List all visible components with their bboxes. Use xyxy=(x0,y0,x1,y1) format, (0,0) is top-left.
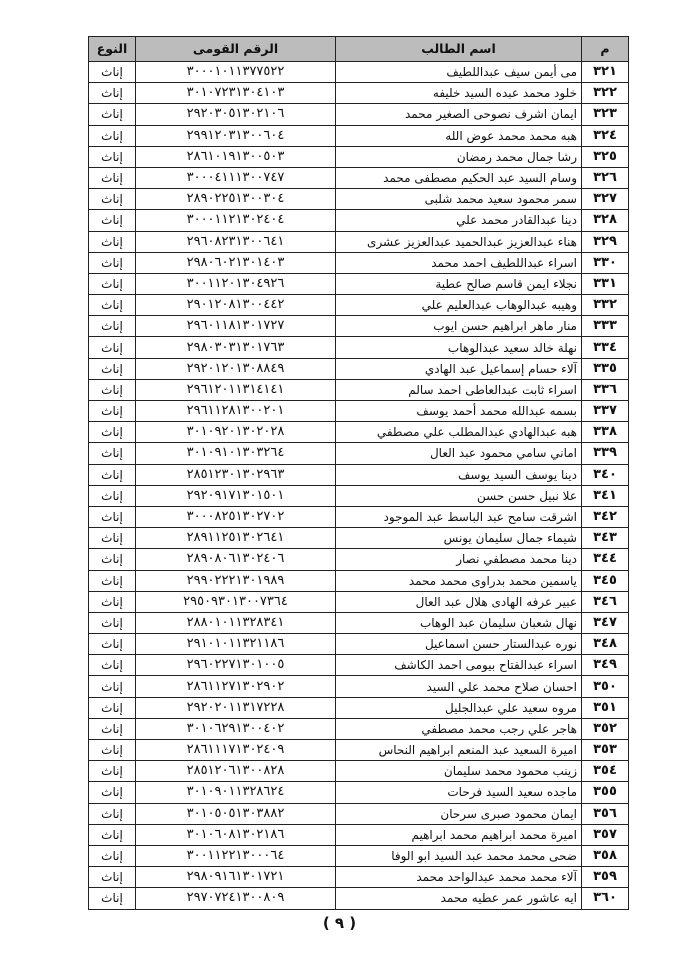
table-row xyxy=(89,189,629,210)
row-number: ٣٢٩ xyxy=(582,231,629,252)
row-number: ٣٥٩ xyxy=(582,867,629,888)
table-row xyxy=(89,401,629,422)
national-id: ٢٨٨٠١٠١١٣٢٨٣٤١ xyxy=(136,612,336,633)
student-type: إناث xyxy=(89,824,136,845)
national-id: ٢٩٦١٢٠١١٣١٤١٤١ xyxy=(136,379,336,400)
row-number: ٣٤٦ xyxy=(582,591,629,612)
student-type: إناث xyxy=(89,62,136,83)
student-name: وهيبه عبدالوهاب عبدالعليم علي xyxy=(336,295,582,316)
student-name: اماني سامي محمود عبد العال xyxy=(336,443,582,464)
table-row xyxy=(89,761,629,782)
table-row xyxy=(89,83,629,104)
table-row xyxy=(89,337,629,358)
national-id: ٢٨٥١٢٠٦١٣٠٠٨٢٨ xyxy=(136,761,336,782)
table-row xyxy=(89,782,629,803)
national-id: ٣٠١٠٥٠٥١٣٠٣٨٨٢ xyxy=(136,803,336,824)
student-type: إناث xyxy=(89,379,136,400)
national-id: ٣٠١٠٩١٠١٣٠٣٢٦٤ xyxy=(136,443,336,464)
national-id: ٣٠٠٠١١٢١٣٠٢٤٠٤ xyxy=(136,210,336,231)
national-id: ٣٠١٠٧٢٣١٣٠٤١٠٣ xyxy=(136,83,336,104)
table-row xyxy=(89,655,629,676)
table-row xyxy=(89,210,629,231)
national-id: ٣٠٠٠٨٢٥١٣٠٢٧٠٢ xyxy=(136,506,336,527)
student-name: زينب محمود محمد سليمان xyxy=(336,761,582,782)
table-row xyxy=(89,740,629,761)
student-type: إناث xyxy=(89,273,136,294)
row-number: ٣٥٦ xyxy=(582,803,629,824)
table-row xyxy=(89,845,629,866)
table-row xyxy=(89,146,629,167)
national-id: ٢٨٩٠٨٠٦١٣٠٢٤٠٦ xyxy=(136,549,336,570)
student-name: عبير عرفه الهادى هلال عبد العال xyxy=(336,591,582,612)
row-number: ٣٣٠ xyxy=(582,252,629,273)
student-type: إناث xyxy=(89,867,136,888)
table-row xyxy=(89,824,629,845)
table-row xyxy=(89,591,629,612)
student-type: إناث xyxy=(89,104,136,125)
national-id: ٢٩٩١٢٠٣١٣٠٠٦٠٤ xyxy=(136,125,336,146)
row-number: ٣٢٤ xyxy=(582,125,629,146)
row-number: ٣٣٢ xyxy=(582,295,629,316)
row-number: ٣٣٩ xyxy=(582,443,629,464)
student-type: إناث xyxy=(89,782,136,803)
student-type: إناث xyxy=(89,506,136,527)
row-number: ٣٥٣ xyxy=(582,740,629,761)
national-id: ٢٩٠١٢٠٨١٣٠٠٤٤٢ xyxy=(136,295,336,316)
national-id: ٢٩٥٠٩٣٠١٣٠٠٧٣٦٤ xyxy=(136,591,336,612)
student-type: إناث xyxy=(89,655,136,676)
national-id: ٢٩٦١١٢٨١٣٠٠٢٠١ xyxy=(136,401,336,422)
national-id: ٣٠١٠٩٠١١٣٢٨٦٢٤ xyxy=(136,782,336,803)
student-type: إناث xyxy=(89,740,136,761)
student-name: مروه سعيد علي عبدالجليل xyxy=(336,697,582,718)
row-number: ٣٤٤ xyxy=(582,549,629,570)
table-row xyxy=(89,803,629,824)
student-name: دينا محمد مصطفي نصار xyxy=(336,549,582,570)
row-number: ٣٢٦ xyxy=(582,167,629,188)
row-number: ٣٤٨ xyxy=(582,634,629,655)
national-id: ٢٨٦١١١٧١٣٠٢٤٠٩ xyxy=(136,740,336,761)
student-type: إناث xyxy=(89,718,136,739)
student-type: إناث xyxy=(89,464,136,485)
student-name: نهال شعبان سليمان عبد الوهاب xyxy=(336,612,582,633)
national-id: ٢٩٢٠٩١٧١٣٠١٥٠١ xyxy=(136,485,336,506)
row-number: ٣٥٠ xyxy=(582,676,629,697)
student-name: اسراء ثابت عبدالعاطى احمد سالم xyxy=(336,379,582,400)
student-name: دينا يوسف السيد يوسف xyxy=(336,464,582,485)
student-name: شيماء جمال سليمان يونس xyxy=(336,528,582,549)
table-row xyxy=(89,104,629,125)
student-name: ايمان اشرف نصوحى الصغير محمد xyxy=(336,104,582,125)
header-num: م xyxy=(582,37,629,62)
table-row xyxy=(89,125,629,146)
student-name: هبه عبدالهادي عبدالمطلب علي مصطفي xyxy=(336,422,582,443)
row-number: ٣٢٢ xyxy=(582,83,629,104)
header-type: النوع xyxy=(89,37,136,62)
student-type: إناث xyxy=(89,146,136,167)
student-type: إناث xyxy=(89,888,136,909)
student-type: إناث xyxy=(89,358,136,379)
table-row xyxy=(89,676,629,697)
row-number: ٣٤٣ xyxy=(582,528,629,549)
student-name: ياسمين محمد بدراوى محمد محمد xyxy=(336,570,582,591)
student-name: ضحى محمد محمد عبد السيد ابو الوفا xyxy=(336,845,582,866)
student-name: اسراء عبداللطيف احمد محمد xyxy=(336,252,582,273)
table-row xyxy=(89,167,629,188)
national-id: ٢٨٦١٠١٩١٣٠٠٥٠٣ xyxy=(136,146,336,167)
header-student-name: اسم الطالب xyxy=(336,37,582,62)
student-name: اميرة السعيد عبد المنعم ابراهيم النحاس xyxy=(336,740,582,761)
table-row xyxy=(89,485,629,506)
row-number: ٣٤٧ xyxy=(582,612,629,633)
national-id: ٣٠١٠٦٢٩١٣٠٠٤٠٢ xyxy=(136,718,336,739)
student-name: وسام السيد عبد الحكيم مصطفى محمد xyxy=(336,167,582,188)
row-number: ٣٤٥ xyxy=(582,570,629,591)
student-name: ماجده سعيد السيد فرحات xyxy=(336,782,582,803)
table-row xyxy=(89,379,629,400)
row-number: ٣٣٦ xyxy=(582,379,629,400)
national-id: ٢٩٨٠٣٠٣١٣٠١٧٦٣ xyxy=(136,337,336,358)
national-id: ٢٩٨٠٩١٦١٣٠١٧٢١ xyxy=(136,867,336,888)
row-number: ٣٤٢ xyxy=(582,506,629,527)
student-name: آلاء حسام إسماعيل عبد الهادي xyxy=(336,358,582,379)
row-number: ٣٣٥ xyxy=(582,358,629,379)
student-name: بسمه عبدالله محمد أحمد يوسف xyxy=(336,401,582,422)
student-type: إناث xyxy=(89,549,136,570)
student-name: هناء عبدالعزيز عبدالحميد عبدالعزيز عشرى xyxy=(336,231,582,252)
student-type: إناث xyxy=(89,83,136,104)
student-name: اشرقت سامح عبد الباسط عبد الموجود xyxy=(336,506,582,527)
student-type: إناث xyxy=(89,803,136,824)
students-table xyxy=(88,36,629,910)
table-header xyxy=(89,37,629,62)
national-id: ٢٩٧٠٧٢٤١٣٠٠٨٠٩ xyxy=(136,888,336,909)
national-id: ٢٩٢٠٣٠٥١٣٠٢١٠٦ xyxy=(136,104,336,125)
student-type: إناث xyxy=(89,761,136,782)
student-type: إناث xyxy=(89,210,136,231)
row-number: ٣٥٤ xyxy=(582,761,629,782)
row-number: ٣٤٠ xyxy=(582,464,629,485)
national-id: ٣٠٠١١٢٠١٣٠٤٩٢٦ xyxy=(136,273,336,294)
national-id: ٢٨٦١١٢٧١٣٠٢٩٠٢ xyxy=(136,676,336,697)
student-name: رشا جمال محمد رمضان xyxy=(336,146,582,167)
row-number: ٣٥١ xyxy=(582,697,629,718)
student-type: إناث xyxy=(89,591,136,612)
row-number: ٣٥٨ xyxy=(582,845,629,866)
student-name: مى أيمن سيف عبداللطيف xyxy=(336,62,582,83)
row-number: ٣٢٧ xyxy=(582,189,629,210)
student-type: إناث xyxy=(89,485,136,506)
national-id: ٣٠٠٠١٠١١٣٧٧٥٢٢ xyxy=(136,62,336,83)
student-type: إناث xyxy=(89,422,136,443)
national-id: ٣٠٠١١٢٢١٣٠٠٠٦٤ xyxy=(136,845,336,866)
table-row xyxy=(89,718,629,739)
student-type: إناث xyxy=(89,612,136,633)
student-type: إناث xyxy=(89,443,136,464)
table-row xyxy=(89,422,629,443)
student-name: نجلاء ايمن قاسم صالح عطية xyxy=(336,273,582,294)
row-number: ٣٦٠ xyxy=(582,888,629,909)
national-id: ٢٩٩٠٢٢٢١٣٠١٩٨٩ xyxy=(136,570,336,591)
header-national-id: الرقم القومى xyxy=(136,37,336,62)
student-name: علا نبيل حسن حسن xyxy=(336,485,582,506)
student-name: سمر محمود سعيد محمد شلبى xyxy=(336,189,582,210)
student-type: إناث xyxy=(89,167,136,188)
student-type: إناث xyxy=(89,189,136,210)
student-type: إناث xyxy=(89,125,136,146)
table-row xyxy=(89,316,629,337)
row-number: ٣٤١ xyxy=(582,485,629,506)
row-number: ٣٣٨ xyxy=(582,422,629,443)
table-body xyxy=(89,62,629,910)
row-number: ٣٥٢ xyxy=(582,718,629,739)
national-id: ٢٨٩٠٢٢٥١٣٠٠٣٠٤ xyxy=(136,189,336,210)
row-number: ٣٢١ xyxy=(582,62,629,83)
national-id: ٣٠٠٠٤١١١٣٠٠٧٤٧ xyxy=(136,167,336,188)
table-row xyxy=(89,464,629,485)
national-id: ٢٩٢٠٢٠١١٣١٧٢٢٨ xyxy=(136,697,336,718)
student-name: ايمان محمود صبرى سرحان xyxy=(336,803,582,824)
table-row xyxy=(89,549,629,570)
row-number: ٣٢٨ xyxy=(582,210,629,231)
row-number: ٣٢٣ xyxy=(582,104,629,125)
table-row xyxy=(89,273,629,294)
table-row xyxy=(89,506,629,527)
table-row xyxy=(89,443,629,464)
national-id: ٣٠١٠٦٠٨١٣٠٢١٨٦ xyxy=(136,824,336,845)
row-number: ٣٤٩ xyxy=(582,655,629,676)
row-number: ٣٣٣ xyxy=(582,316,629,337)
table-row xyxy=(89,62,629,83)
national-id: ٢٩٨٠٦٠٢١٣٠١٤٠٣ xyxy=(136,252,336,273)
student-type: إناث xyxy=(89,676,136,697)
table-row xyxy=(89,252,629,273)
student-name: هاجر علي رجب محمد مصطفي xyxy=(336,718,582,739)
national-id: ٢٨٩١١٢٥١٣٠٢٦٤١ xyxy=(136,528,336,549)
student-type: إناث xyxy=(89,634,136,655)
header-row xyxy=(89,37,629,62)
table-row xyxy=(89,231,629,252)
national-id: ٢٨٥١٢٣٠١٣٠٢٩٦٣ xyxy=(136,464,336,485)
student-list-page xyxy=(88,36,628,910)
student-name: آلاء محمد محمد عبدالواحد محمد xyxy=(336,867,582,888)
student-name: منار ماهر ابراهيم حسن ايوب xyxy=(336,316,582,337)
row-number: ٣٥٧ xyxy=(582,824,629,845)
student-type: إناث xyxy=(89,337,136,358)
table-row xyxy=(89,888,629,909)
student-name: اسراء عبدالفتاح بيومى احمد الكاشف xyxy=(336,655,582,676)
national-id: ٢٩٦٠٨٢٣١٣٠٠٦٤١ xyxy=(136,231,336,252)
national-id: ٢٩١٠١٠١١٣٢١١٨٦ xyxy=(136,634,336,655)
student-type: إناث xyxy=(89,316,136,337)
row-number: ٣٣١ xyxy=(582,273,629,294)
student-name: ايه عاشور عمر عطيه محمد xyxy=(336,888,582,909)
student-type: إناث xyxy=(89,231,136,252)
national-id: ٢٩٢٠١٢٠١٣٠٨٨٤٩ xyxy=(136,358,336,379)
student-type: إناث xyxy=(89,401,136,422)
row-number: ٣٢٥ xyxy=(582,146,629,167)
table-row xyxy=(89,634,629,655)
student-type: إناث xyxy=(89,570,136,591)
student-name: احسان صلاح محمد علي السيد xyxy=(336,676,582,697)
student-name: نهلة خالد سعيد عبدالوهاب xyxy=(336,337,582,358)
table-row xyxy=(89,612,629,633)
student-name: اميرة محمد ابراهيم محمد ابراهيم xyxy=(336,824,582,845)
student-type: إناث xyxy=(89,295,136,316)
table-row xyxy=(89,697,629,718)
row-number: ٣٥٥ xyxy=(582,782,629,803)
page-number: ( ٩ ) xyxy=(322,914,357,932)
student-type: إناث xyxy=(89,252,136,273)
table-row xyxy=(89,358,629,379)
student-type: إناث xyxy=(89,845,136,866)
row-number: ٣٣٧ xyxy=(582,401,629,422)
student-name: خلود محمد عبده السيد خليفه xyxy=(336,83,582,104)
table-row xyxy=(89,867,629,888)
student-type: إناث xyxy=(89,528,136,549)
student-name: نوره عبدالستار حسن اسماعيل xyxy=(336,634,582,655)
student-type: إناث xyxy=(89,697,136,718)
national-id: ٣٠١٠٩٢٠١٣٠٢٠٢٨ xyxy=(136,422,336,443)
table-row xyxy=(89,570,629,591)
national-id: ٢٩٦٠١١٨١٣٠١٧٢٧ xyxy=(136,316,336,337)
student-name: دينا عبدالقادر محمد علي xyxy=(336,210,582,231)
row-number: ٣٣٤ xyxy=(582,337,629,358)
table-row xyxy=(89,528,629,549)
student-name: هبه محمد محمد عوض الله xyxy=(336,125,582,146)
national-id: ٢٩٦٠٢٢٧١٣٠١٠٠٥ xyxy=(136,655,336,676)
table-row xyxy=(89,295,629,316)
